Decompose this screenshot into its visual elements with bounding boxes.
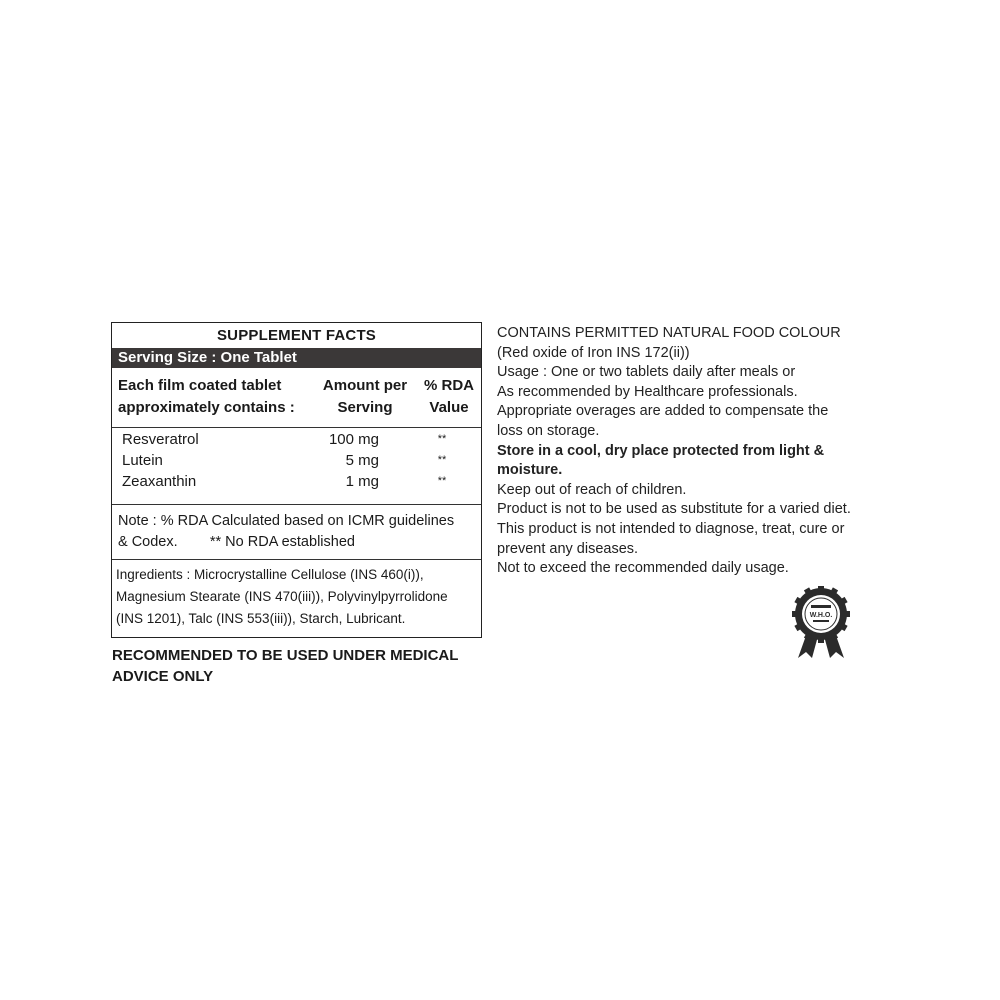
dosage-warning: Not to exceed the recommended daily usage. [497,560,789,577]
nutrient-name: Lutein [122,452,163,469]
diet-warning: Product is not to be used as substitute for a varied diet. [497,501,851,518]
table-row [112,429,481,450]
medical-advice-warning: RECOMMENDED TO BE USED UNDER MEDICAL ADVICE ONLY [112,647,459,685]
nutrient-rda: ** [437,433,447,445]
supplement-facts-title: SUPPLEMENT FACTS [216,327,377,344]
who-gmp-seal-icon [790,586,852,660]
ingredients-list: Ingredients : Microcrystalline Cellulose (INS 460(i)), Magnesium Stearate (INS 470(iii)), Polyvinylpyrrolidone (INS 1201), Talc (INS 553(iii)), Starch, Lubricant. [116,567,448,626]
diagnosis-disclaimer: This product is not intended to diagnose, treat, cure or [497,520,845,537]
usage-line: Usage : One or two tablets daily after meals or [497,364,796,381]
child-warning: Keep out of reach of children. [497,481,687,498]
nutrient-name: Zeaxanthin [122,473,197,490]
table-row [112,450,481,471]
seal-text: W.H.O. [809,612,833,619]
serving-size-bar: Serving Size : One Tablet [112,348,481,368]
header-rda: % RDA Value [423,377,474,416]
nutrient-amount: 1 mg [345,473,379,490]
divider [112,427,481,428]
header-contains: Each film coated tablet approximately contains : [118,377,295,416]
colour-detail: (Red oxide of Iron INS 172(ii)) [497,344,690,361]
table-row [112,471,481,492]
storage-instruction: moisture. [497,462,563,479]
divider [112,559,481,560]
overage-note: loss on storage. [497,422,600,439]
usage-line: As recommended by Healthcare professionals. [497,383,798,400]
nutrient-rda: ** [437,475,447,487]
colour-statement: CONTAINS PERMITTED NATURAL FOOD COLOUR [497,325,841,341]
rda-note: Note : % RDA Calculated based on ICMR guidelines & Codex. ** No RDA established [118,513,455,550]
nutrient-amount: 5 mg [345,452,379,469]
nutrient-name: Resveratrol [122,431,199,448]
header-amount: Amount per Serving [322,377,408,416]
divider [112,504,481,505]
storage-instruction: Store in a cool, dry place protected from light & [497,442,825,459]
diagnosis-disclaimer: prevent any diseases. [497,540,639,557]
overage-note: Appropriate overages are added to compensate the [497,403,829,420]
facts-header-row [112,375,481,423]
supplement-facts-panel [111,322,482,638]
product-info [497,324,897,579]
nutrient-rda: ** [437,454,447,466]
nutrient-amount: 100 mg [328,431,379,448]
